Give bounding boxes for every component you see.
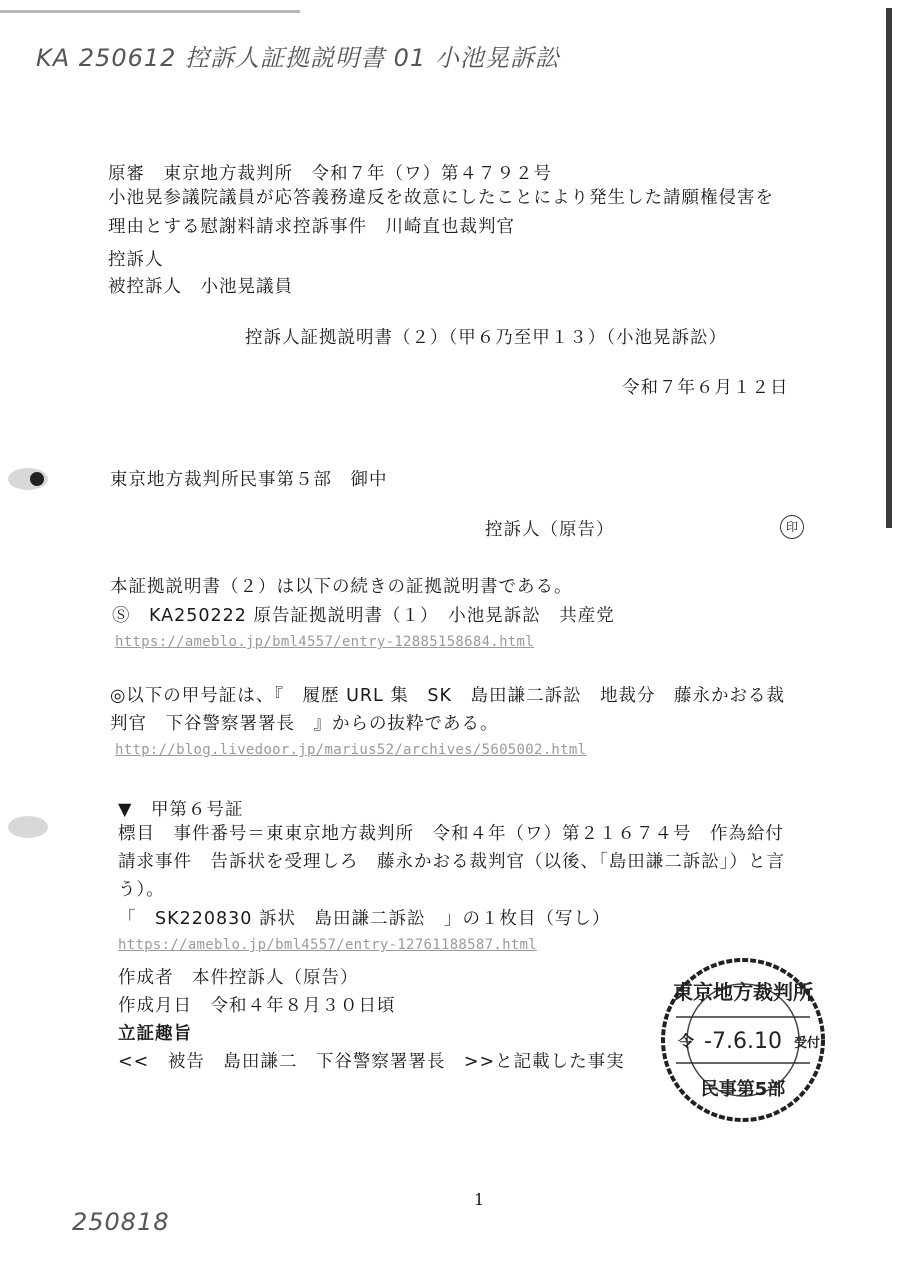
stamp-bottom-text: 民事第5部: [700, 1079, 786, 1100]
exhibit-line-4: 「 SK220830 訴状 島田謙二訴訟 」の１枚目（写し）: [118, 909, 611, 929]
punch-hole-upper-dark: [30, 472, 44, 486]
header-line-1: 原審 東京地方裁判所 令和７年（ワ）第４７９２号: [108, 164, 552, 184]
handwritten-note-top: KA 250612 控訴人証拠説明書 01 小池晃訴訟: [36, 44, 560, 72]
header-line-4: 控訴人: [108, 250, 164, 270]
exhibit-heading: ▼ 甲第６号証: [118, 800, 244, 820]
purpose-heading: 立証趣旨: [118, 1024, 192, 1044]
addressee: 東京地方裁判所民事第５部 御中: [110, 470, 388, 490]
exhibit-author: 作成者 本件控訴人（原告）: [118, 968, 359, 988]
stamp-left-char: 令: [678, 1032, 695, 1051]
handwritten-note-bottom: 250818: [72, 1208, 170, 1236]
exhibit-line-2: 請求事件 告訴状を受理しろ 藤永かおる裁判官（以後、「島田謙二訴訟」）と言: [118, 852, 785, 872]
document-title: 控訴人証拠説明書（２）（甲６乃至甲１３）（小池晃訴訟）: [245, 328, 727, 348]
header-line-3: 理由とする慰謝料請求控訴事件 川崎直也裁判官: [108, 217, 515, 237]
stamp-top-text: 東京地方裁判所: [673, 980, 813, 1004]
intro-line-1: 本証拠説明書（２）は以下の続きの証拠説明書である。: [110, 577, 573, 597]
url-link-2[interactable]: http://blog.livedoor.jp/marius52/archives/5605002.html: [115, 742, 587, 758]
purpose-text: << 被告 島田謙二 下谷警察署署長 >>と記載した事実: [118, 1052, 625, 1072]
scan-edge-right: [886, 8, 892, 528]
header-line-5: 被控訴人 小池晃議員: [108, 277, 293, 297]
seal-mark: 印: [780, 515, 804, 539]
stamp-right-char: 受付: [794, 1036, 821, 1051]
page-number: 1: [474, 1190, 485, 1209]
exhibit-line-3: う）。: [118, 880, 165, 900]
exhibit-created-date: 作成月日 令和４年８月３０日頃: [118, 996, 396, 1016]
intro-line-2: Ⓢ KA250222 原告証拠説明書（１） 小池晃訴訟 共産党: [112, 606, 615, 626]
court-receipt-stamp: [658, 955, 828, 1125]
document-date: 令和７年６月１２日: [622, 378, 789, 398]
punch-hole-lower: [8, 816, 48, 838]
header-line-2: 小池晃参議院議員が応答義務違反を故意にしたことにより発生した請願権侵害を: [108, 188, 774, 208]
url-link-1[interactable]: https://ameblo.jp/bml4557/entry-12885158684.html: [115, 634, 534, 650]
exhibit-line-1: 標目 事件番号＝東東京地方裁判所 令和４年（ワ）第２１６７４号 作為給付: [118, 824, 784, 844]
url-link-3[interactable]: https://ameblo.jp/bml4557/entry-12761188587.html: [118, 937, 537, 953]
stamp-date: -7.6.10: [704, 1029, 782, 1054]
scan-edge-top: [0, 10, 300, 13]
excerpt-line-2: 判官 下谷警察署署長 』からの抜粋である。: [110, 714, 499, 734]
excerpt-line-1: ◎以下の甲号証は、『 履歴 URL 集 SK 島田謙二訴訟 地裁分 藤永かおる裁: [110, 686, 785, 706]
signatory: 控訴人（原告）: [485, 520, 615, 540]
